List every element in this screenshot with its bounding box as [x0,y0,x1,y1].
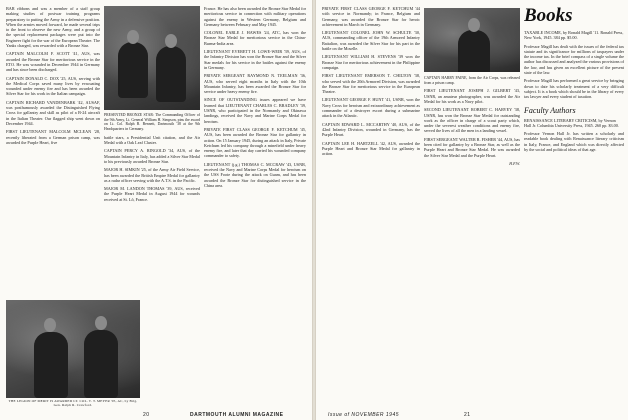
article-text: PRIVATE FIRST CLASS GEORGE F. KETCHUM '45, AUS, has been awarded the Bronze Star for gallantry in action. On 15 January 1945, during an attack in Italy, Private Ketchum led his company through a minefield under heavy enemy fire, and later that day carried his wounded company commander to safety. [204,126,306,159]
portrait-photo [424,8,520,72]
article-text: FIRST LIEUTENANT EMERSON T. CHILTON '38, who served with the 20th Armored Division, was awarded the Bronze Star for meritorious service in the European Theatre. [322,73,420,95]
article-text: CAPTAIN EDWARD L. MCCARTHY '40, AUS, of the 42nd Infantry Division, wounded in Germany, has the Purple Heart. [322,121,420,138]
photo-figure-left [118,42,148,98]
article-item [204,73,306,94]
page-number-right: 21 [464,412,471,418]
book-review-text: Professor Magill has dealt with the issues of the federal tax statute and its significance for millions of taxpayers under the income tax. In the brief compass of a single volume the author has discussed and analyzed the various provisions of the law, and has given an excellent picture of the present state of the law. [524,43,624,76]
photo-figure-right [156,46,186,102]
article-item [6,100,100,126]
right-column-3 [524,6,624,410]
article-item [424,107,520,133]
article-text: SECOND LIEUTENANT ROBERT C. HARVEY '38, USNR, has won the Bronze Star Medal for outstanding work as the officer in charge of a scout party which, under the severest weather conditions and enemy fire, served the lives of all the men in a landing vessel. [424,107,520,134]
article-item [204,6,306,27]
article-text: CAPTAIN LEE H. HARTZELL '42, AUS, awarded the Purple Heart and Bronze Star Medal for gallantry in action. [322,140,420,157]
book-title: TAXABLE INCOME, by Ronald Magill '11. Ronald Press, New York, 1945. 384 pp. $5.00. [524,30,624,41]
article-text: PRIVATE FIRST CLASS GEORGE F. KETCHUM '44 with service in Normandy; in France, Belgium and Germany, was awarded the Bronze Star for heroic achievement in March in Germany. [322,6,420,27]
photo-officer-head-right [95,316,107,330]
article-text: LIEUTENANT (j.g.) THOMAS C. MCCRAW '43, USNR, received the Navy and Marine Corps Medal for heroism on the USS Foote during the attack on Guam, and has been awarded the Bronze Star for distinguished service in the China area. [204,161,306,188]
photo-head-left [127,30,139,44]
article-item [424,88,520,104]
article-item [204,162,306,188]
photo-caption-top: PRESENTED BRONZE STAR: The Commanding Officer of the 9th Army, Lt. General William H. Simpson, pins the award on Lt. Col. Ralph B. Bennett, Dartmouth '38 at the 9th Headquarters in Germany. [104,113,200,132]
legion-of-merit-photo [6,300,140,398]
photo-caption-bottom: THE LEGION OF MERIT IS AWARDED LT. COL. T. T. MEYER '05, AC, by Brig. Gen. Ralph R. Crawford. [8,399,138,407]
article-text: LIEUTENANT EVERETT H. LOWE-WEIR '39, AUS, of the Infantry Division has won the Bronze Star and the Silver Star medals for his service in the battles against the enemy in Germany. [204,49,306,70]
article-text: FIRST SERGEANT WALTER R. FISHER '44, AUS, has been cited for gallantry by a Bronze Star, as well as the Purple Heart and Bronze Star Medal. He was awarded the Silver Star Medal and the Purple Heart. [424,136,520,158]
issue-footer: Issue of NOVEMBER 1945 [328,412,400,418]
photo-officer-left [34,332,68,398]
article-item [322,6,420,27]
article-text: COLONEL EARLE J. HAWES '24, ATC, has won the Bronze Star Medal for meritorious service in the China-Burma-India area. [204,30,306,46]
article-text: CAPTAIN RICHARD VANDENBARK '42, AUSAF, was posthumously awarded the Distinguished Flying Cross for gallantry and skill as pilot of a B-24 aircraft in the Italian Theater. Our flagged ship went down on December 1944. [6,99,100,126]
faculty-authors-heading: Faculty Authors [524,105,576,115]
article-text: MAJOR M. LANDON THOMAS '39, AUS, received the Purple Heart Medal in August 1944 for wounds received at St. Lô, France. [104,186,200,202]
page-number-left: 20 [143,412,150,418]
article-item [322,97,420,118]
article-item [6,6,100,48]
article-text: MAJOR H. SIMKIN '25, of the Army Air Field Service, has been awarded the British Empire Medal for gallantry as a radar officer serving with the A.T.S. in the Pacific. [104,167,200,183]
article-item [204,30,306,46]
article-text: CAPTAIN PERCY A. RINGOLD '34, AUS, of the Mountain Infantry in Italy, has added a Silver Star Medal to his previously awarded Bronze Star. [104,148,200,164]
article-item [204,49,306,70]
article-item [104,148,200,164]
portrait-head [468,18,480,32]
article-text: FIRST LIEUTENANT MALCOLM MCLEAN '28, recently liberated from a German prison camp, was awarded the Purple Heart, five [6,129,100,145]
article-item [204,127,306,159]
article-text: SINCE OF OUTSTANDING issues appeared we have learned that LIEUTENANT CHARLES C. BRADLEY '39, USNR, who participated in the Normandy and Okinawa landings, received the Navy and Marine Corps Medal for heroism. [204,97,306,124]
article-text: battle stars, a Presidential Unit citation, and the Air Medal with a Oak Leaf Cluster. [104,134,200,146]
article-text: LIEUTENANT GEORGE F. HUNT '41, USNR, won the Navy Cross for heroism and extraordinary achievement as commander of a destroyer escort during a submarine attack in the Atlantic. [322,97,420,119]
portrait-caption: CAPTAIN HARRY PAINE, from the Air Corps, was released from a prison camp. [424,76,520,85]
author-initials: H.F.W. [509,160,520,166]
article-item [6,51,100,72]
article-item [204,97,306,123]
article-item [322,54,420,70]
article-item [322,141,420,157]
right-page [316,0,628,420]
photo-head-right [165,34,177,48]
article-text: CAPTAIN MALCOLM F. SCOTT '41, AUS, was awarded the Bronze Star for meritorious service in the ETO. He was wounded in December 1944 in Germany and has since been discharged. [6,51,100,73]
award-photo [104,6,200,110]
photo-officer-head-left [44,318,56,332]
book-title: RENAISSANCE LITERARY CRITICISM, by Vernon Hall Jr. Columbia University Press, 1945. 260 pp. $3.00. [524,117,619,128]
article-text: CAPTAIN DONALD C. DOX '25, AUS, serving with the Medical Corps saved many lives by evacuating wounded under enemy fire and has been awarded the Silver Star for his work in the Italian campaign. [6,75,100,97]
right-column-2 [424,6,520,410]
right-column-1 [322,6,420,410]
photo-officer-right [84,330,118,398]
article-text: FIRST LIEUTENANT JOSEPH J. GILBERT '43, USNR, an amateur photographer, was awarded the Air Medal for his work as a Navy pilot. [424,88,520,104]
portrait-figure [458,30,490,72]
article-text: PRIVATE SERGEANT RAYMOND N. TEELMAN '36, AUS, who served eight months in Italy with the 10th Mountain Infantry, has been awarded the Bronze Star for service under heavy enemy fire. [204,73,306,95]
article-text: France. He has also been awarded the Bronze Star Medal for meritorious service in connection with military operations against the enemy in Western Germany, Belgium and Germany between February and May 1945. [204,6,306,27]
article-item [322,122,420,138]
article-item [424,137,520,158]
article-item [6,76,100,97]
article-text: LIEUTENANT COLONEL JOHN W. SCHULTE '30, AUS, commanding officer of the 19th Armored Infantry Battalion, was awarded the Silver Star for his part in the battle on the Moselle. [322,30,420,52]
article-text: LIEUTENANT WILLIAM H. STEVENS '39 won the Bronze Star for meritorious achievement in the Philippine campaign. [322,54,420,70]
book-review-text: Professor Vernon Hall Jr. has written a scholarly and readable book dealing with Renaissance literary criticism in Italy, France, and England which was directly affected by the social and political ideas of that age. [524,131,624,153]
article-item [104,135,200,146]
article-item [322,73,420,94]
left-column-3 [204,6,306,410]
books-heading: Books [524,6,573,26]
article-item [104,186,200,202]
article-text: BAR ribbons and was a member of a staff group making studies of postwar training programs preparatory to putting the Army in a defensive position. When the armies moved forward, he made several trips to the front to observe the new Army, and a group of the special replacement packages were put into the Engineer fight for the war of the European Theatre. The Yanks charged, was rewarded with a Bronze Star. [6,6,100,49]
book-review-text: Professor Magill has performed a great service by bringing down to date his scholarly treatment of a very difficult subject. It is a book which should be in the library of every tax lawyer and every student of taxation. [524,78,624,100]
article-item [104,167,200,183]
left-page [0,0,312,420]
article-item [322,30,420,51]
article-item [6,129,100,145]
magazine-title-footer: DARTMOUTH ALUMNI MAGAZINE [190,412,284,418]
